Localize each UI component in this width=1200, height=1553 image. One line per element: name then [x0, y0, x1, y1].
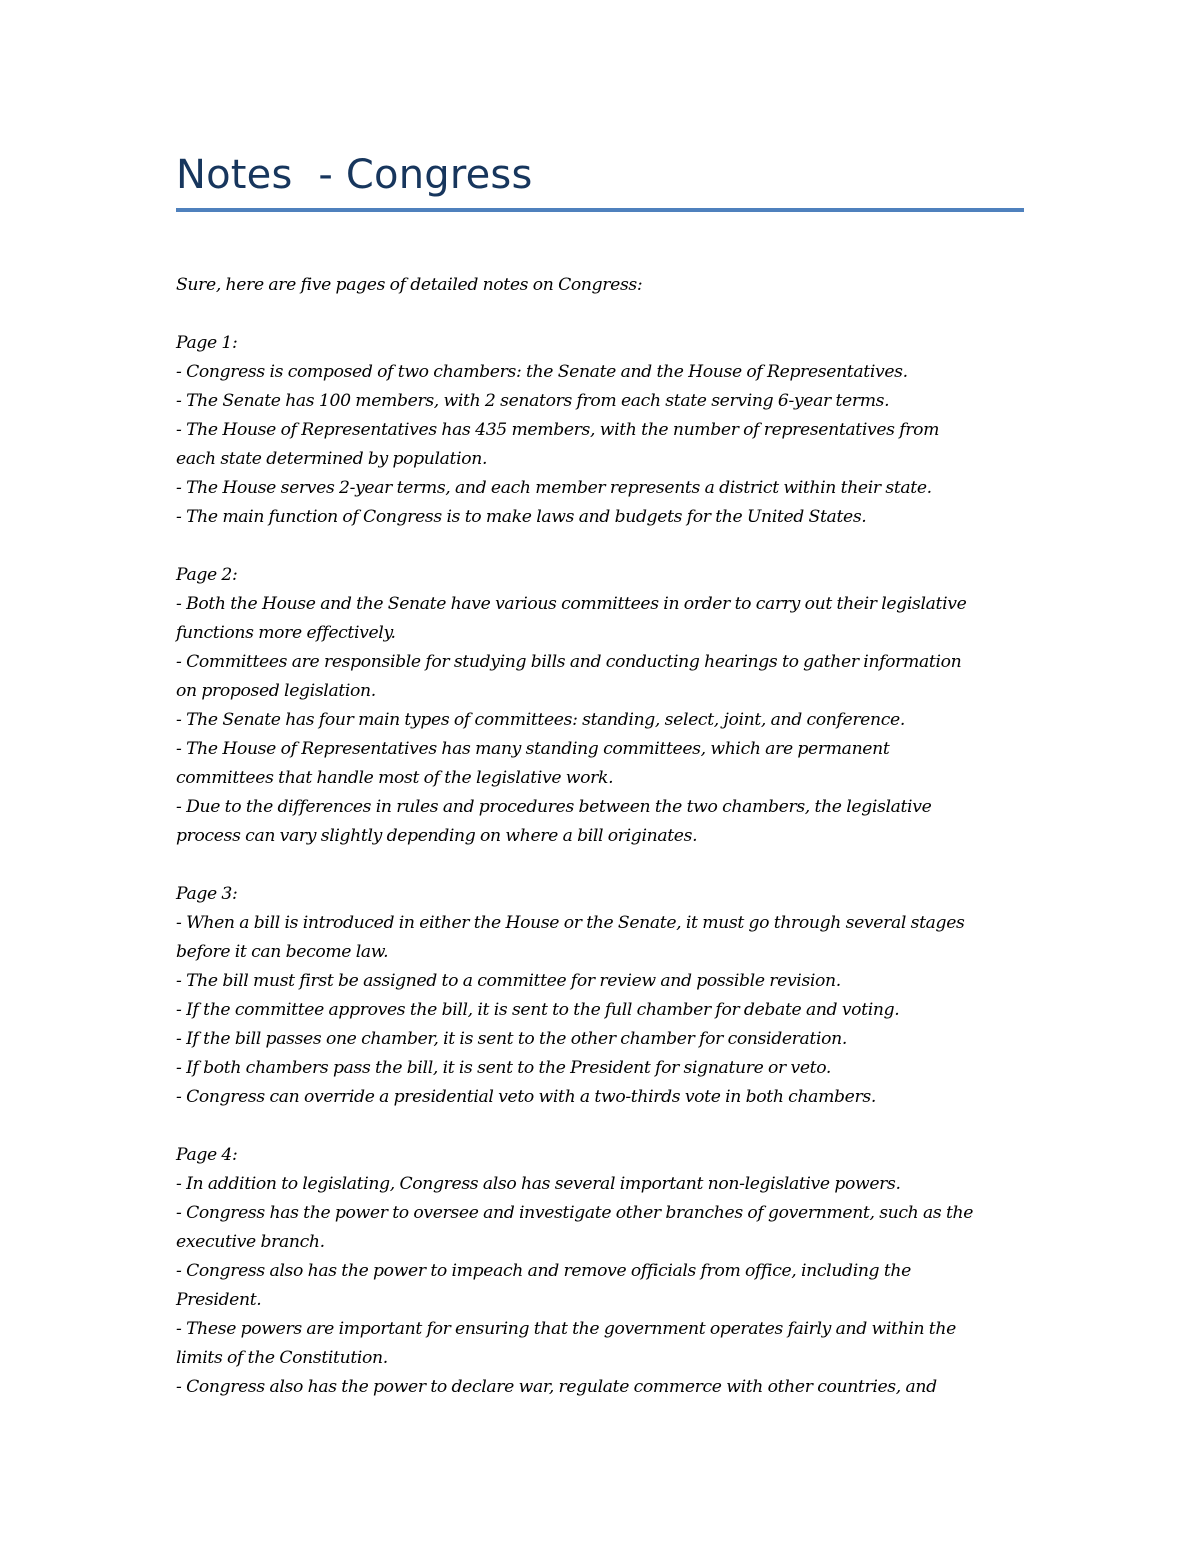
note-line: executive branch.: [176, 1232, 325, 1252]
note-line: - If both chambers pass the bill, it is sent to the President for signature or veto.: [176, 1058, 832, 1078]
section-heading: Page 3:: [176, 884, 238, 904]
section-heading: Page 4:: [176, 1145, 238, 1165]
note-line: - Due to the differences in rules and procedures between the two chambers, the legislative: [176, 797, 932, 817]
document-title: Notes - Congress: [176, 152, 533, 198]
note-line: - The Senate has four main types of committees: standing, select, joint, and conference.: [176, 710, 905, 730]
note-line: before it can become law.: [176, 942, 389, 962]
note-line: - The House of Representatives has many standing committees, which are permanent: [176, 739, 890, 759]
document-body: [176, 271, 1026, 1402]
blank-line: [176, 300, 1026, 329]
note-line: - Both the House and the Senate have various committees in order to carry out their legislative: [176, 594, 967, 614]
note-line: - The Senate has 100 members, with 2 senators from each state serving 6-year terms.: [176, 391, 890, 411]
note-line: - These powers are important for ensuring that the government operates fairly and within the: [176, 1319, 956, 1339]
note-line: - When a bill is introduced in either the House or the Senate, it must go through several stages: [176, 913, 965, 933]
note-line: - If the committee approves the bill, it is sent to the full chamber for debate and voting.: [176, 1000, 900, 1020]
note-line: - Congress also has the power to impeach and remove officials from office, including the: [176, 1261, 911, 1281]
note-line: - The House of Representatives has 435 members, with the number of representatives from: [176, 420, 940, 440]
note-line: committees that handle most of the legislative work.: [176, 768, 614, 788]
blank-line: [176, 1112, 1026, 1141]
note-line: functions more effectively.: [176, 623, 396, 643]
note-line: President.: [176, 1290, 262, 1310]
note-line: - Congress has the power to oversee and investigate other branches of government, such as the: [176, 1203, 974, 1223]
note-line: each state determined by population.: [176, 449, 488, 469]
intro-line: Sure, here are five pages of detailed notes on Congress:: [176, 275, 643, 295]
section-heading: Page 1:: [176, 333, 238, 353]
blank-line: [176, 532, 1026, 561]
blank-line: [176, 851, 1026, 880]
note-line: - Congress also has the power to declare war, regulate commerce with other countries, and: [176, 1377, 937, 1397]
note-line: - Congress is composed of two chambers: the Senate and the House of Representatives.: [176, 362, 908, 382]
note-line: - Congress can override a presidential veto with a two-thirds vote in both chambers.: [176, 1087, 876, 1107]
note-line: on proposed legislation.: [176, 681, 376, 701]
note-line: - The main function of Congress is to make laws and budgets for the United States.: [176, 507, 867, 527]
section-heading: Page 2:: [176, 565, 238, 585]
note-line: - If the bill passes one chamber, it is sent to the other chamber for consideration.: [176, 1029, 847, 1049]
note-line: - In addition to legislating, Congress also has several important non-legislative powers.: [176, 1174, 901, 1194]
title-underline: [176, 208, 1024, 212]
note-line: - The bill must first be assigned to a committee for review and possible revision.: [176, 971, 841, 991]
note-line: - The House serves 2-year terms, and each member represents a district within their state.: [176, 478, 932, 498]
note-line: limits of the Constitution.: [176, 1348, 388, 1368]
note-line: process can vary slightly depending on where a bill originates.: [176, 826, 698, 846]
note-line: - Committees are responsible for studying bills and conducting hearings to gather information: [176, 652, 962, 672]
